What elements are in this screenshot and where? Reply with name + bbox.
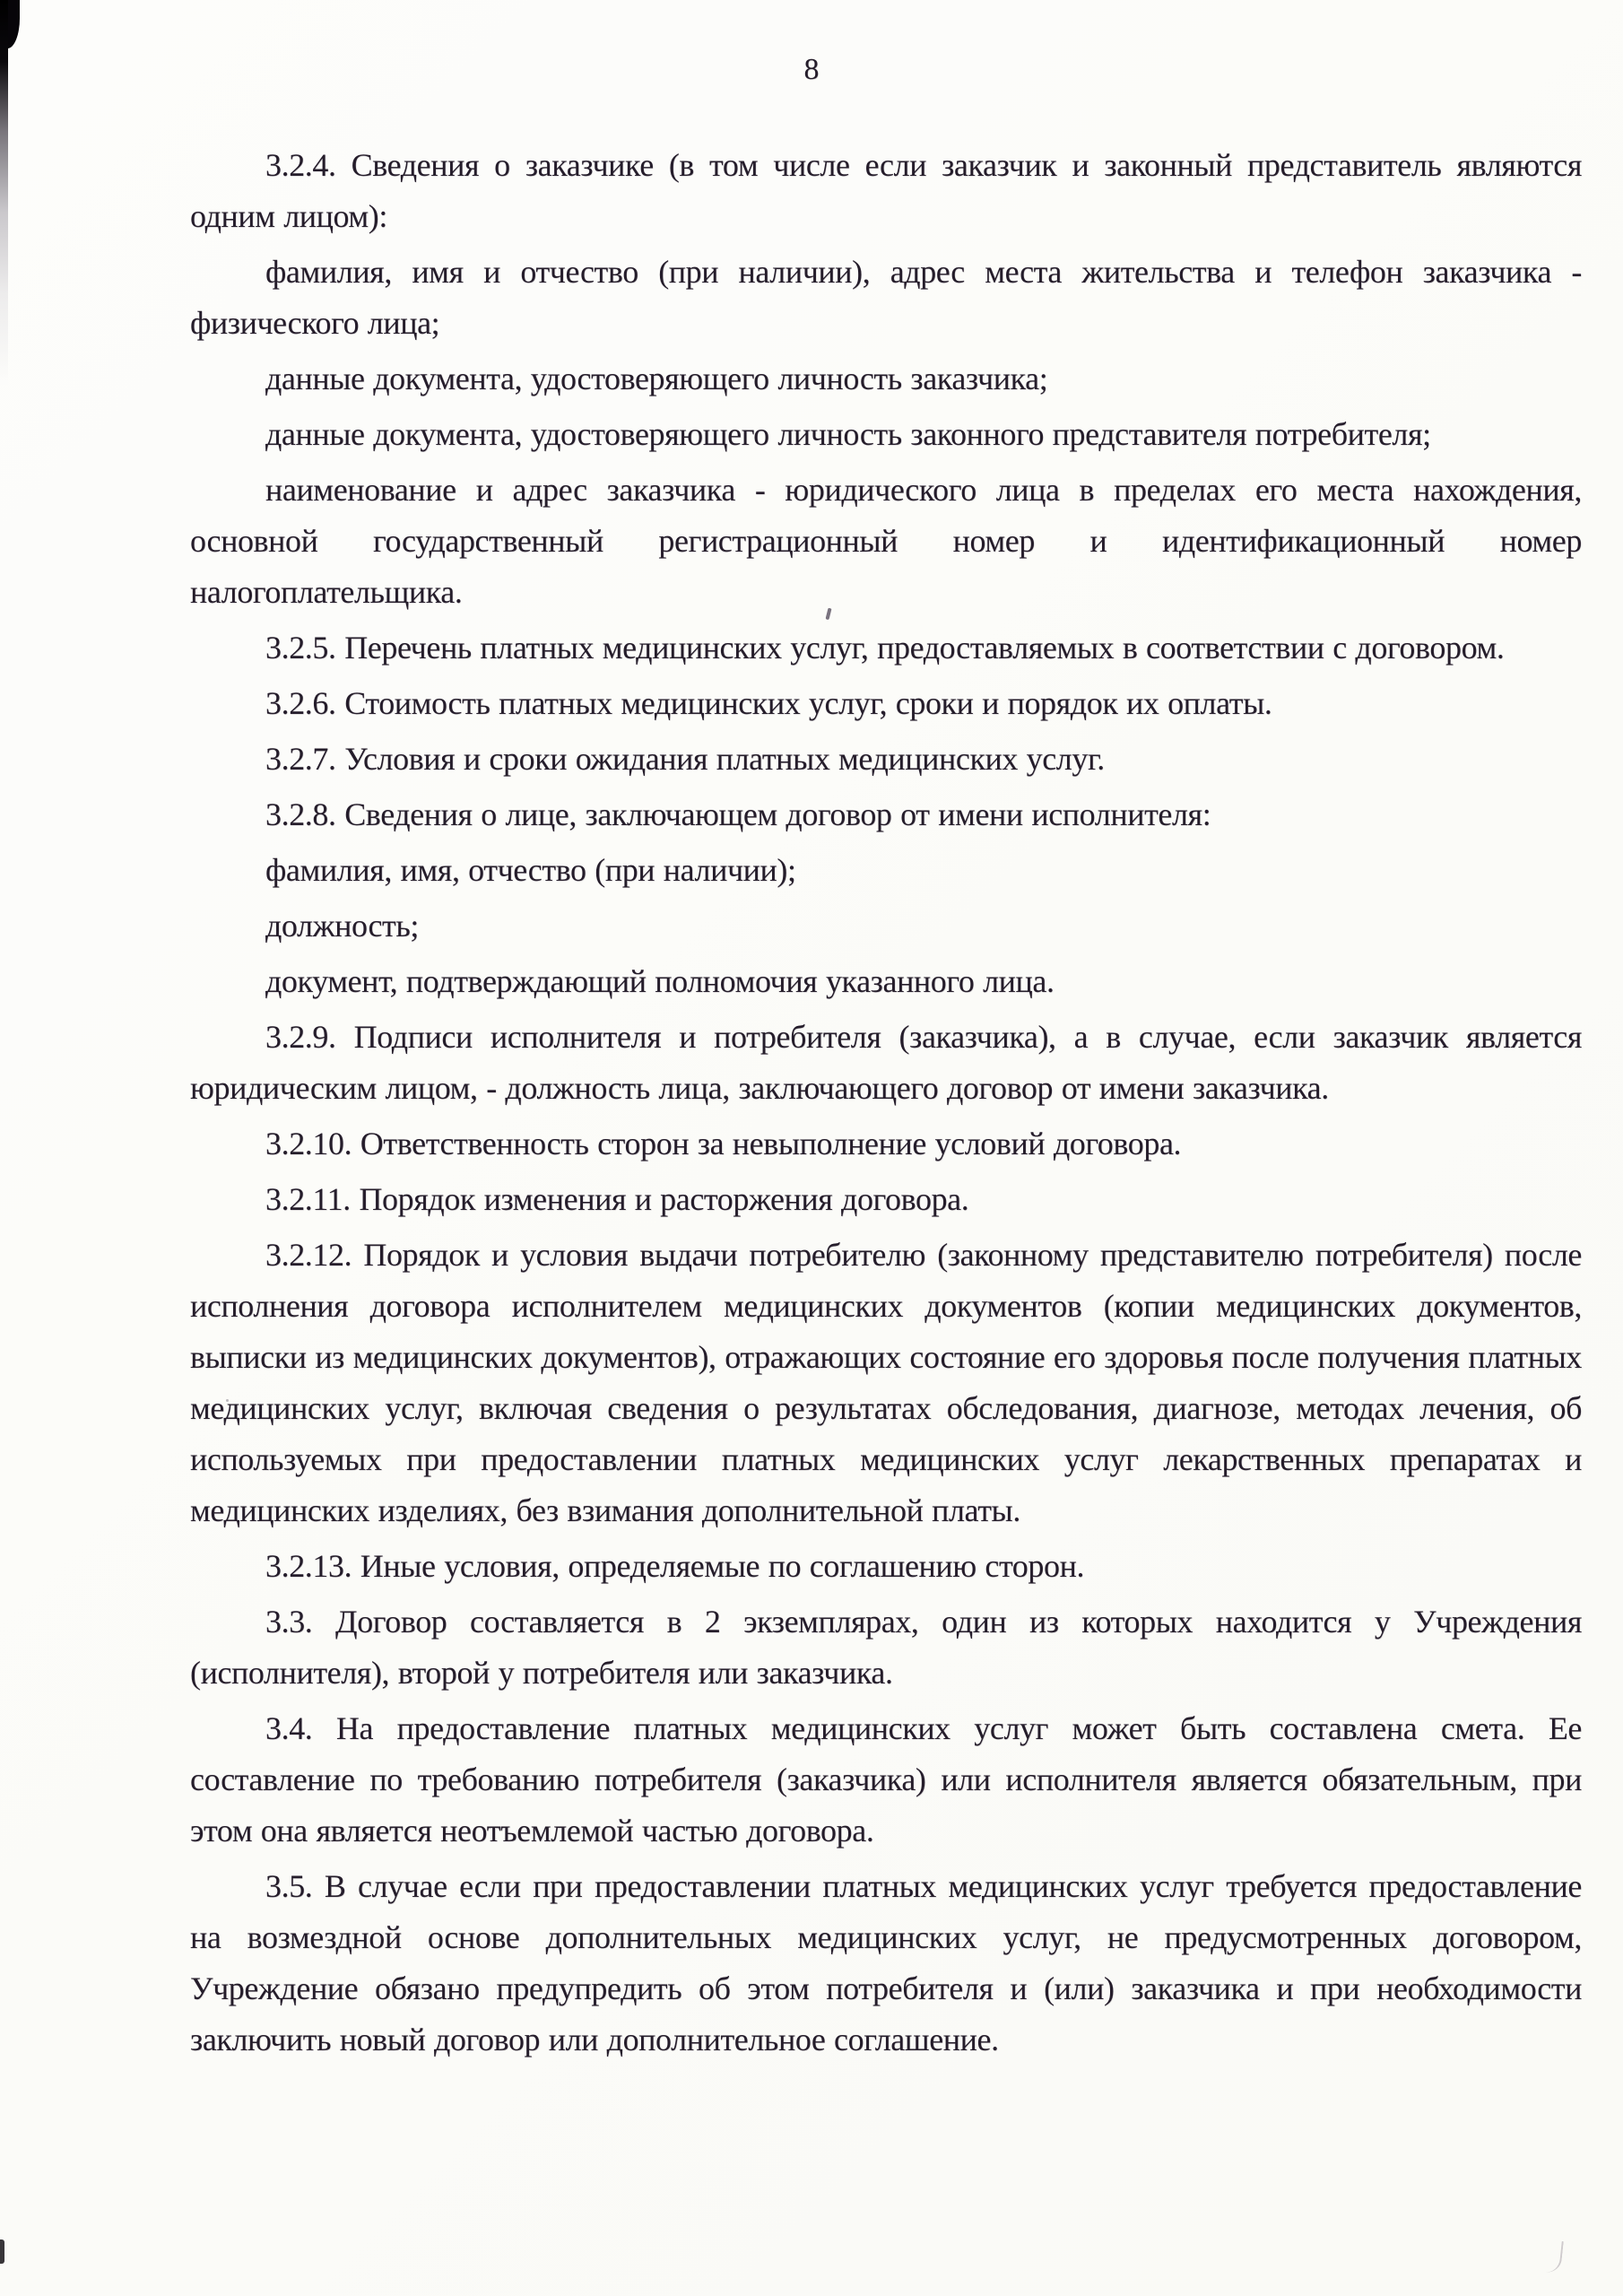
item-customer-id-document: данные документа, удостоверяющего личность заказчика;: [265, 361, 1048, 396]
clause-3-2-5-services-list: 3.2.5. Перечень платных медицинских услуг, предоставляемых в соответствии с договором.: [265, 630, 1505, 665]
clause-3-2-13-other-terms: 3.2.13. Иные условия, определяемые по соглашению сторон.: [265, 1548, 1085, 1584]
scan-artifact-bottom-left-mark: [0, 2239, 4, 2264]
clause-3-2-7-waiting-terms: 3.2.7. Условия и сроки ожидания платных медицинских услуг.: [265, 741, 1105, 777]
clause-3-5-additional-services: 3.5. В случае если при предоставлении платных медицинских услуг требуется предоставление на возмездной основе дополнительных медицинских услуг, не предусмотренных договором, Учреждение обязано предупредить об этом потребителя и (или) заказчика и при необходимости заключить новый договор или дополнительное соглашение.: [190, 1868, 1582, 2057]
scan-artifact-top-left-corner: [0, 0, 20, 48]
item-signer-position: должность;: [265, 908, 419, 944]
item-signer-authority-document: документ, подтверждающий полномочия указанного лица.: [265, 963, 1055, 999]
clause-3-2-11-amendment: 3.2.11. Порядок изменения и расторжения договора.: [265, 1181, 969, 1217]
clause-3-4-cost-estimate: 3.4. На предоставление платных медицинских услуг может быть составлена смета. Ее составление по требованию потребителя (заказчика) или исполнителя является обязательным, при этом она является неотъемлемой частью договора.: [190, 1710, 1582, 1848]
clause-3-3-contract-copies: 3.3. Договор составляется в 2 экземплярах, один из которых находится у Учреждения (исполнителя), второй у потребителя или заказчика.: [190, 1604, 1582, 1691]
clause-3-2-9-signatures: 3.2.9. Подписи исполнителя и потребителя (заказчика), а в случае, если заказчик является юридическим лицом, - должность лица, заключающего договор от имени заказчика.: [190, 1019, 1582, 1106]
item-representative-id-document: данные документа, удостоверяющего личность законного представителя потребителя;: [265, 416, 1431, 452]
clause-3-2-6-cost-and-payment: 3.2.6. Стоимость платных медицинских услуг, сроки и порядок их оплаты.: [265, 685, 1272, 721]
item-legal-entity-name-address: наименование и адрес заказчика - юридического лица в пределах его места нахождения, основной государственный регистрационный номер и идентификационный номер налогоплательщика.: [190, 472, 1582, 610]
document-body: [190, 140, 1582, 2070]
item-customer-name-address: фамилия, имя и отчество (при наличии), адрес места жительства и телефон заказчика - физического лица;: [190, 254, 1582, 341]
item-signer-name: фамилия, имя, отчество (при наличии);: [265, 852, 796, 888]
clause-3-2-10-responsibility: 3.2.10. Ответственность сторон за невыполнение условий договора.: [265, 1126, 1182, 1161]
clause-3-2-12-medical-documents: 3.2.12. Порядок и условия выдачи потребителю (законному представителю потребителя) после исполнения договора исполнителем медицинских документов (копии медицинских документов, выписки из медицинских документов), отражающих состояние его здоровья после получения платных медицинских услуг, включая сведения о результатах обследования, диагнозе, методах лечения, об используемых при предоставлении платных медицинских услуг лекарственных препаратах и медицинских изделиях, без взимания дополнительной платы.: [190, 1237, 1582, 1528]
clause-3-2-8-signer-info: 3.2.8. Сведения о лице, заключающем договор от имени исполнителя:: [265, 796, 1211, 832]
clause-3-2-4-customer-info: 3.2.4. Сведения о заказчике (в том числе если заказчик и законный представитель являются одним лицом):: [190, 147, 1582, 234]
scan-artifact-bottom-right-curl: [1542, 2239, 1564, 2274]
page-number: 8: [803, 53, 820, 86]
